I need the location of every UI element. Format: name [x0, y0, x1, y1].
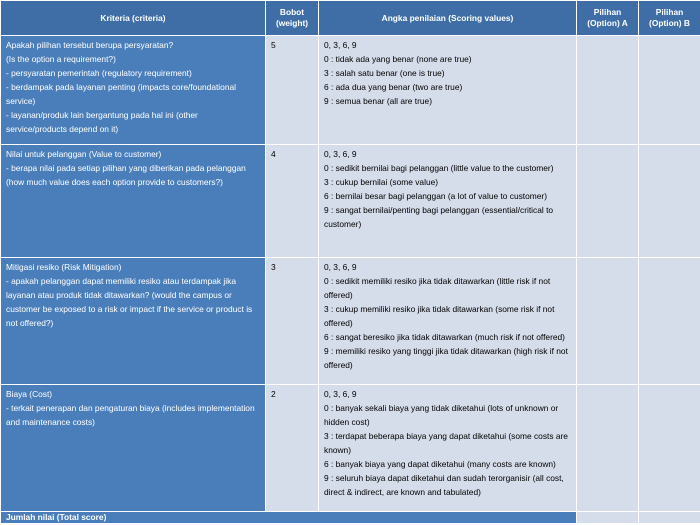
header-option-a: Pilihan (Option) A: [577, 1, 639, 36]
score-line: 3 : terdapat beberapa biaya yang dapat diketahui (some costs are known): [324, 431, 568, 455]
score-values: 0, 3, 6, 9: [324, 389, 357, 399]
option-b-cell[interactable]: [639, 258, 700, 385]
scoring-cell: [319, 258, 577, 385]
table-row: [1, 258, 700, 385]
criteria-cell: [1, 385, 266, 512]
option-b-cell[interactable]: [639, 385, 700, 512]
score-line: 6 : sangat beresiko jika tidak ditawarkan (much risk if not offered): [324, 332, 565, 342]
score-line: 0 : sedikit bernilai bagi pelanggan (little value to the customer): [324, 163, 554, 173]
score-values: 0, 3, 6, 9: [324, 40, 357, 50]
header-option-b: Pilihan (Option) B: [639, 1, 700, 36]
criteria-desc: (Is the option a requirement?): [6, 54, 116, 64]
criteria-cell: [1, 145, 266, 258]
option-a-cell[interactable]: [577, 258, 639, 385]
criteria-title: Biaya (Cost): [6, 389, 53, 399]
table-row: [1, 385, 700, 512]
criteria-title: Mitigasi resiko (Risk Mitigation): [6, 262, 122, 272]
score-line: 9 : memiliki resiko yang tinggi jika tidak ditawarkan (high risk if not offered): [324, 346, 568, 370]
score-line: 3 : salah satu benar (one is true): [324, 68, 445, 78]
score-line: 3 : cukup bernilai (some value): [324, 177, 439, 187]
criteria-title: Apakah pilihan tersebut berupa persyaratan?: [6, 40, 174, 50]
criteria-desc: - berdampak pada layanan penting (impacts core/foundational service): [6, 82, 236, 106]
score-line: 0 : sedikit memiliki resiko jika tidak ditawarkan (little risk if not offered): [324, 276, 551, 300]
header-weight: Bobot (weight): [266, 1, 319, 36]
weight-cell: 5: [266, 36, 319, 145]
criteria-desc: - layanan/produk lain bergantung pada hal ini (other service/products depend on it): [6, 110, 198, 134]
total-option-a-cell[interactable]: [577, 512, 639, 524]
score-line: 9 : sangat bernilai/penting bagi pelanggan (essential/critical to customer): [324, 205, 554, 229]
score-values: 0, 3, 6, 9: [324, 149, 357, 159]
option-b-cell[interactable]: [639, 36, 700, 145]
option-a-cell[interactable]: [577, 36, 639, 145]
score-line: 6 : bernilai besar bagi pelanggan (a lot of value to customer): [324, 191, 548, 201]
option-a-cell[interactable]: [577, 385, 639, 512]
total-label: Jumlah nilai (Total score): [1, 512, 577, 524]
scoring-cell: [319, 36, 577, 145]
option-a-cell[interactable]: [577, 145, 639, 258]
total-option-b-cell[interactable]: [639, 512, 700, 524]
score-line: 6 : banyak biaya yang dapat diketahui (many costs are known): [324, 459, 556, 469]
criteria-desc: - persyaratan pemerintah (regulatory requirement): [6, 68, 192, 78]
scoring-cell: [319, 385, 577, 512]
criteria-title: Nilai untuk pelanggan (Value to customer): [6, 149, 162, 159]
score-line: 6 : ada dua yang benar (two are true): [324, 82, 463, 92]
criteria-desc: - terkait penerapan dan pengaturan biaya (includes implementation and maintenance costs): [6, 403, 255, 427]
criteria-cell: [1, 36, 266, 145]
header-criteria: Kriteria (criteria): [1, 1, 266, 36]
option-b-cell[interactable]: [639, 145, 700, 258]
table-row: [1, 36, 700, 145]
weight-cell: 2: [266, 385, 319, 512]
criteria-desc: - apakah pelanggan dapat memiliki resiko atau terdampak jika layanan atau produk tidak ditawarkan? (would the campus or customer be exposed to a risk or impact if the service or product is not offered?): [6, 276, 253, 328]
criteria-cell: [1, 258, 266, 385]
score-line: 9 : seluruh biaya dapat diketahui dan sudah terorganisir (all cost, direct & indirect, are known and tabulated): [324, 473, 564, 497]
table-row: [1, 145, 700, 258]
criteria-desc: - berapa nilai pada setiap pilihan yang diberikan pada pelanggan (how much value does each option provide to customers?): [6, 163, 246, 187]
weight-cell: 4: [266, 145, 319, 258]
score-line: 0 : banyak sekali biaya yang tidak diketahui (lots of unknown or hidden cost): [324, 403, 559, 427]
score-line: 9 : semua benar (all are true): [324, 96, 432, 106]
header-scoring: Angka penilaian (Scoring values): [319, 1, 577, 36]
score-line: 3 : cukup memiliki resiko jika tidak ditawarkan (some risk if not offered): [324, 304, 555, 328]
header-row: [1, 1, 700, 36]
scoring-cell: [319, 145, 577, 258]
score-values: 0, 3, 6, 9: [324, 262, 357, 272]
score-line: 0 : tidak ada yang benar (none are true): [324, 54, 472, 64]
total-row: [1, 512, 700, 524]
weight-cell: 3: [266, 258, 319, 385]
